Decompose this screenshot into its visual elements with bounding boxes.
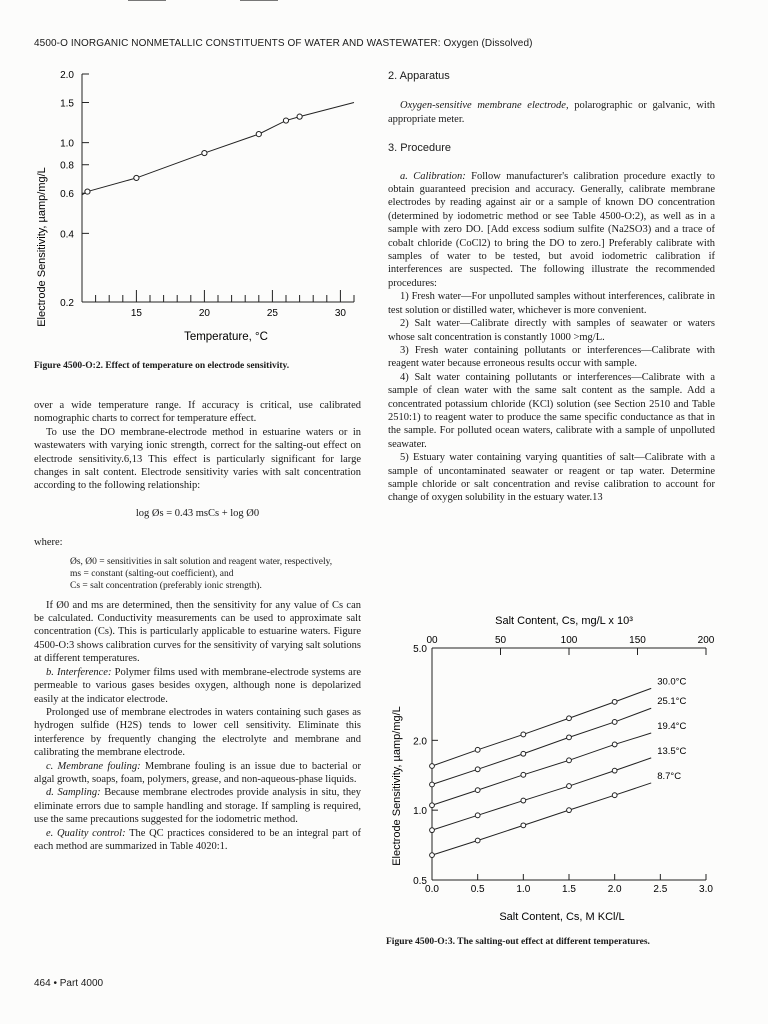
- step-1: 1) Fresh water—For unpolluted samples without interferences, calibrate in test solution or distilled water, whichever is more convenient.: [388, 291, 715, 316]
- fig3-top-tick-label: 50: [494, 635, 507, 646]
- fig3-data-point: [521, 751, 526, 756]
- fig3-top-tick-label: 00: [426, 635, 438, 646]
- fig3-data-point: [612, 699, 617, 704]
- fig3-xlabel: Salt Content, Cs, M KCl/L: [499, 911, 625, 923]
- figure-2-chart: [30, 62, 360, 352]
- left-column: [34, 399, 361, 853]
- fig3-ylabel: Electrode Sensitivity, µamp/mg/L: [391, 706, 403, 866]
- fig2-data-point: [297, 114, 302, 119]
- fig3-series-label: 30.0°C: [657, 676, 687, 688]
- where-label: where:: [34, 537, 63, 549]
- fig3-xtick-label: 0.0: [425, 884, 439, 895]
- fig3-data-point: [475, 813, 480, 818]
- fig3-data-point: [475, 788, 480, 793]
- fig3-data-point: [521, 823, 526, 828]
- fig3-top-tick-label: 100: [560, 635, 578, 646]
- fouling-para: [34, 760, 361, 787]
- left-p3: If Ø0 and ms are determined, then the sensitivity for any value of Cs can be calculated. Conductivity measurements can be used to approximate salt concentration (Cs). This is particularly applicable to estuarine waters. Figure 4500-O:3 shows calibration curves for the sensitivity of varying salt solutions at different temperatures.: [34, 599, 361, 665]
- fig2-ylabel: Electrode Sensitivity, µamp/mg/L: [36, 167, 48, 327]
- fig3-series-label: 19.4°C: [657, 721, 687, 733]
- fig2-ytick-label: 1.5: [60, 98, 74, 110]
- calibration-text: Follow manufacturer's calibration procedure exactly to obtain guaranteed precision and accuracy. Generally, calibrate membrane electrodes by reading against air or a sample of known DO concentration (determined by iodometric method or see Table 4500-O:2), as well as in a sample with zero DO. [Add excess sodium sulfite (Na2SO3) and a trace of cobalt chloride (CoCl2) to bring the DO to zero.] Preferably calibrate with samples of water to be tested, but avoid iodometric calibration if interferences are suspected. The following illustrate the recommended procedures:: [388, 170, 715, 289]
- fig2-xtick-label: 20: [198, 308, 210, 319]
- left-p1: over a wide temperature range. If accuracy is critical, use calibrated nomographic charts to correct for temperature effect.: [34, 400, 361, 425]
- definition-3: Cs = salt concentration (preferably ionic strength).: [70, 580, 262, 591]
- fig2-xticks: [96, 290, 354, 319]
- fig2-data-point: [134, 175, 139, 180]
- definition-1: Øs, Ø0 = sensitivities in salt solution and reagent water, respectively,: [70, 556, 333, 567]
- fig2-ytick-label: 0.2: [60, 298, 74, 309]
- calibration-para: [388, 170, 715, 291]
- step-3: 3) Fresh water containing pollutants or interferences—Calibrate with reagent water because erroneous results occur with sample.: [388, 344, 715, 370]
- qc-text: The QC practices considered to be an integral part of each method are summarized in Table 4020:1.: [34, 827, 362, 852]
- apparatus-label: Oxygen-sensitive membrane electrode,: [400, 100, 569, 112]
- fig2-xtick-label: 15: [130, 308, 142, 319]
- left-p4: Prolonged use of membrane electrodes in waters containing such gases as hydrogen sulfide (H2S) tends to lower cell sensitivity. Eliminate this interference by frequently changing the electrolyte and membrane and calibrating the membrane electrode.: [34, 706, 361, 759]
- left-p2: To use the DO membrane-electrode method in estuarine waters or in wastewaters with varying ionic strength, correct for the salting-out effect on electrode sensitivity.6,13 This effect is particularly significant for large changes in salt content. Electrode sensitivity varies with salt concentration according to the following relationship:: [34, 426, 361, 492]
- apparatus-heading: 2. Apparatus: [388, 70, 450, 82]
- fig2-ytick-label: 1.0: [60, 138, 74, 150]
- step-2: 2) Salt water—Calibrate directly with samples of seawater or waters whose salt concentration is constantly 1000 >mg/L.: [388, 318, 715, 343]
- step-5: 5) Estuary water containing varying quantities of salt—Calibrate with a sample of uncontaminated seawater or reagent or tap water. Determine sample chloride or salt concentration and revise calibration to account for change of oxygen solubility in the estuary water.13: [388, 452, 715, 504]
- qc-para: [34, 827, 361, 854]
- fig3-ytick-label: 1.0: [413, 806, 427, 818]
- top-rule-left: [128, 0, 166, 1]
- fig3-top-tick-label: 200: [697, 635, 715, 646]
- fig3-data-point: [612, 720, 617, 725]
- fig3-data-point: [567, 758, 572, 763]
- fig2-line: [82, 102, 354, 194]
- apparatus-para: [388, 99, 715, 126]
- fig3-data-point: [567, 735, 572, 740]
- fig3-line: [432, 688, 651, 766]
- fig3-data-point: [521, 798, 526, 803]
- sampling-para: [34, 786, 361, 826]
- fig2-ytick-label: 0.6: [60, 189, 74, 201]
- fig2-ytick-label: 2.0: [60, 70, 74, 81]
- fig3-xtick-label: 2.5: [653, 884, 668, 895]
- fig3-data-point: [475, 838, 480, 843]
- fig3-series-label: 13.5°C: [657, 745, 687, 757]
- fig3-ticks: [413, 635, 715, 895]
- qc-label: e. Quality control:: [46, 827, 126, 839]
- fig2-xtick-label: 25: [266, 308, 278, 319]
- right-column: [388, 70, 715, 505]
- fig2-caption: Figure 4500-O:2. Effect of temperature on electrode sensitivity.: [34, 361, 290, 371]
- fig3-data-point: [430, 782, 435, 787]
- apparatus-text: polarographic or galvanic, with appropriate meter.: [388, 100, 715, 125]
- fig3-data-point: [430, 764, 435, 769]
- fig3-series: [430, 676, 687, 857]
- interference-para: [34, 666, 361, 706]
- running-head: 4500-O INORGANIC NONMETALLIC CONSTITUENTS OF WATER AND WASTEWATER: Oxygen (Dissolved): [34, 38, 533, 49]
- fig2-axes: [82, 74, 354, 302]
- fig3-xtick-label: 1.5: [562, 884, 576, 895]
- fig2-xtick-label: 30: [334, 308, 346, 319]
- procedure-heading: 3. Procedure: [388, 142, 451, 155]
- fig3-top-tick-label: 150: [629, 635, 646, 646]
- fig2-yticks: [60, 70, 89, 309]
- fig3-data-point: [567, 784, 572, 789]
- fig2-ytick-label: 0.8: [60, 160, 74, 172]
- fig3-data-point: [430, 853, 435, 858]
- fig3-data-point: [430, 803, 435, 808]
- fig2-data-point: [283, 118, 288, 123]
- fig2-data-point: [202, 150, 207, 155]
- fig2-series: [82, 102, 354, 194]
- fig3-data-point: [430, 828, 435, 833]
- fig3-data-point: [612, 793, 617, 798]
- fig3-caption: Figure 4500-O:3. The salting-out effect at different temperatures.: [386, 937, 650, 947]
- top-rule-right: [240, 0, 278, 1]
- sampling-text: Because membrane electrodes provide analysis in situ, they eliminate errors due to sample handling and storage. If sampling is required, use the same precautions suggested for the iodometric method.: [34, 787, 362, 826]
- definition-2: ms = constant (salting-out coefficient), and: [70, 568, 234, 579]
- fouling-label: c. Membrane fouling:: [46, 760, 141, 772]
- fig3-ytick-label: 5.0: [413, 644, 427, 655]
- calibration-label: a. Calibration:: [400, 170, 466, 182]
- step-4: 4) Salt water containing pollutants or interferences—Calibrate with a sample of clean water with the same salt content as the sample. Add a concentrated potassium chloride (KCl) solution (see Section 2510 and Table 2510:1) to reagent water to produce the same specific conductance as that in the sample. For polluted ocean waters, calibrate with a sample of unpolluted seawater.: [388, 371, 715, 450]
- fig3-xtick-label: 1.0: [516, 884, 531, 895]
- equation: log Øs = 0.43 msCs + log Ø0: [135, 507, 260, 519]
- fig3-data-point: [567, 808, 572, 813]
- fig3-data-point: [612, 742, 617, 747]
- figure-3-chart: [384, 606, 724, 928]
- fig3-data-point: [567, 716, 572, 721]
- page-footer: 464 • Part 4000: [34, 978, 104, 989]
- fouling-text: Membrane fouling is an issue due to bacterial or algal growth, soaps, foam, polymers, grease, and non-aqueous-phase liquids.: [34, 760, 361, 785]
- fig3-data-point: [475, 747, 480, 752]
- fig3-line: [432, 708, 651, 784]
- interference-text: Polymer films used with membrane-electrode systems are permeable to various gases besides oxygen, although none is depolarized easily at the indicator electrode.: [34, 666, 361, 705]
- fig2-xlabel: Temperature, °C: [184, 331, 268, 343]
- sampling-label: d. Sampling:: [46, 787, 101, 799]
- interference-label: b. Interference:: [46, 666, 112, 678]
- fig3-data-point: [612, 768, 617, 773]
- fig3-ytick-label: 0.5: [413, 876, 427, 887]
- fig2-ytick-label: 0.4: [60, 229, 74, 241]
- fig3-series-label: 8.7°C: [657, 770, 682, 782]
- fig3-data-point: [521, 732, 526, 737]
- fig2-data-point: [85, 189, 90, 194]
- fig3-xtick-label: 3.0: [699, 884, 713, 895]
- fig3-ytick-label: 2.0: [413, 736, 427, 748]
- fig3-data-point: [521, 772, 526, 777]
- fig3-series-label: 25.1°C: [657, 696, 687, 708]
- fig3-xtick-label: 2.0: [607, 884, 622, 895]
- fig2-data-point: [256, 132, 261, 137]
- fig3-xtick-label: 0.5: [470, 884, 485, 895]
- fig3-data-point: [475, 767, 480, 772]
- fig3-top-axis-label: Salt Content, Cs, mg/L x 10³: [495, 615, 633, 627]
